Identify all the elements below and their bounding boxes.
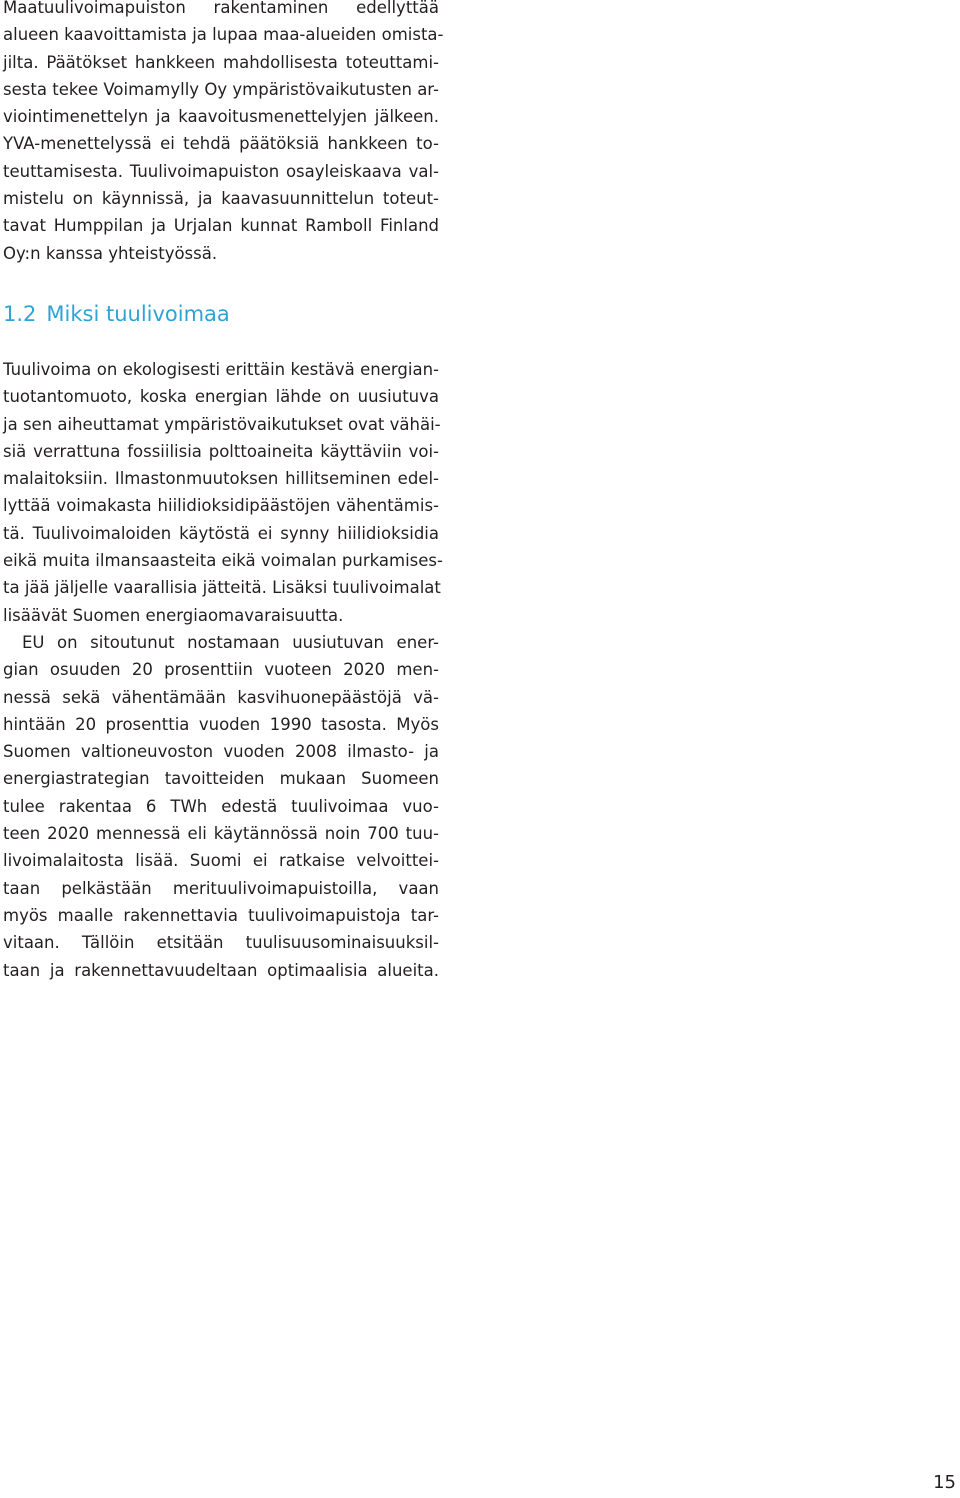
text-line: Tuulivoima on ekologisesti erittäin kestävä energian- [3, 359, 439, 379]
text-line: lisäävät Suomen energiaomavaraisuutta. [3, 605, 344, 625]
text-line: tulee rakentaa 6 TWh edestä tuulivoimaa vuo- [3, 796, 439, 816]
text-line: nessä sekä vähentämään kasvihuonepäästöjä vä- [3, 687, 439, 707]
text-line: malaitoksiin. Ilmastonmuutoksen hillitseminen edel- [3, 469, 439, 489]
text-line: taan pelkästään merituulivoimapuistoilla, vaan [3, 878, 439, 898]
text-line: gian osuuden 20 prosenttiin vuoteen 2020 men- [3, 660, 439, 680]
paragraph-2 [3, 356, 443, 629]
text-line: myös maalle rakennettavia tuulivoimapuistoja tar- [3, 905, 439, 925]
text-line: Suomen valtioneuvoston vuoden 2008 ilmasto- ja [3, 742, 439, 762]
section-heading [3, 299, 439, 329]
section-title: Miksi tuulivoimaa [46, 301, 230, 326]
text-line: tavat Humppilan ja Urjalan kunnat Ramboll Finland [3, 216, 439, 236]
text-line: alueen kaavoittamista ja lupaa maa-alueiden omista- [3, 25, 444, 45]
text-line: vitaan. Tällöin etsitään tuulisuusominaisuuksil- [3, 933, 439, 953]
text-line: teen 2020 mennessä eli käytännössä noin 700 tuu- [3, 824, 439, 844]
text-line: tuotantomuoto, koska energian lähde on uusiutuva [3, 387, 439, 407]
section-number: 1.2 [3, 301, 37, 326]
text-line: YVA-menettelyssä ei tehdä päätöksiä hankkeen to- [3, 134, 439, 154]
paragraph-3 [3, 629, 439, 984]
text-line: hintään 20 prosenttia vuoden 1990 tasosta. Myös [3, 714, 439, 734]
text-line: EU on sitoutunut nostamaan uusiutuvan ener- [22, 632, 439, 652]
text-column [3, 0, 444, 984]
text-line: livoimalaitosta lisää. Suomi ei ratkaise velvoittei- [3, 851, 439, 871]
text-line: jilta. Päätökset hankkeen mahdollisesta toteuttami- [3, 52, 439, 72]
text-line: siä verrattuna fossiilisia polttoaineita käyttäviin voi- [3, 441, 439, 461]
text-line: ta jää jäljelle vaarallisia jätteitä. Lisäksi tuulivoimalat [3, 578, 441, 598]
text-line: tä. Tuulivoimaloiden käytöstä ei synny hiilidioksidia [3, 523, 439, 543]
text-line: eikä muita ilmansaasteita eikä voimalan purkamises- [3, 551, 443, 571]
text-line: viointimenettelyn ja kaavoitusmenettelyjen jälkeen. [3, 107, 439, 127]
text-line: Maatuulivoimapuiston rakentaminen edellyttää [3, 0, 439, 17]
text-line: taan ja rakennettavuudeltaan optimaalisia alueita. [3, 960, 439, 980]
text-line: lyttää voimakasta hiilidioksidipäästöjen vähentämis- [3, 496, 439, 516]
text-line: teuttamisesta. Tuulivoimapuiston osayleiskaava val- [3, 161, 439, 181]
text-line: sesta tekee Voimamylly Oy ympäristövaikutusten ar- [3, 79, 439, 99]
text-line: Oy:n kanssa yhteistyössä. [3, 243, 218, 263]
text-line: ja sen aiheuttamat ympäristövaikutukset ovat vähäi- [3, 414, 441, 434]
text-line: mistelu on käynnissä, ja kaavasuunnittelun toteut- [3, 189, 439, 209]
text-line: energiastrategian tavoitteiden mukaan Suomeen [3, 769, 439, 789]
page-number: 15 [933, 1472, 956, 1493]
paragraph-1 [3, 0, 444, 267]
